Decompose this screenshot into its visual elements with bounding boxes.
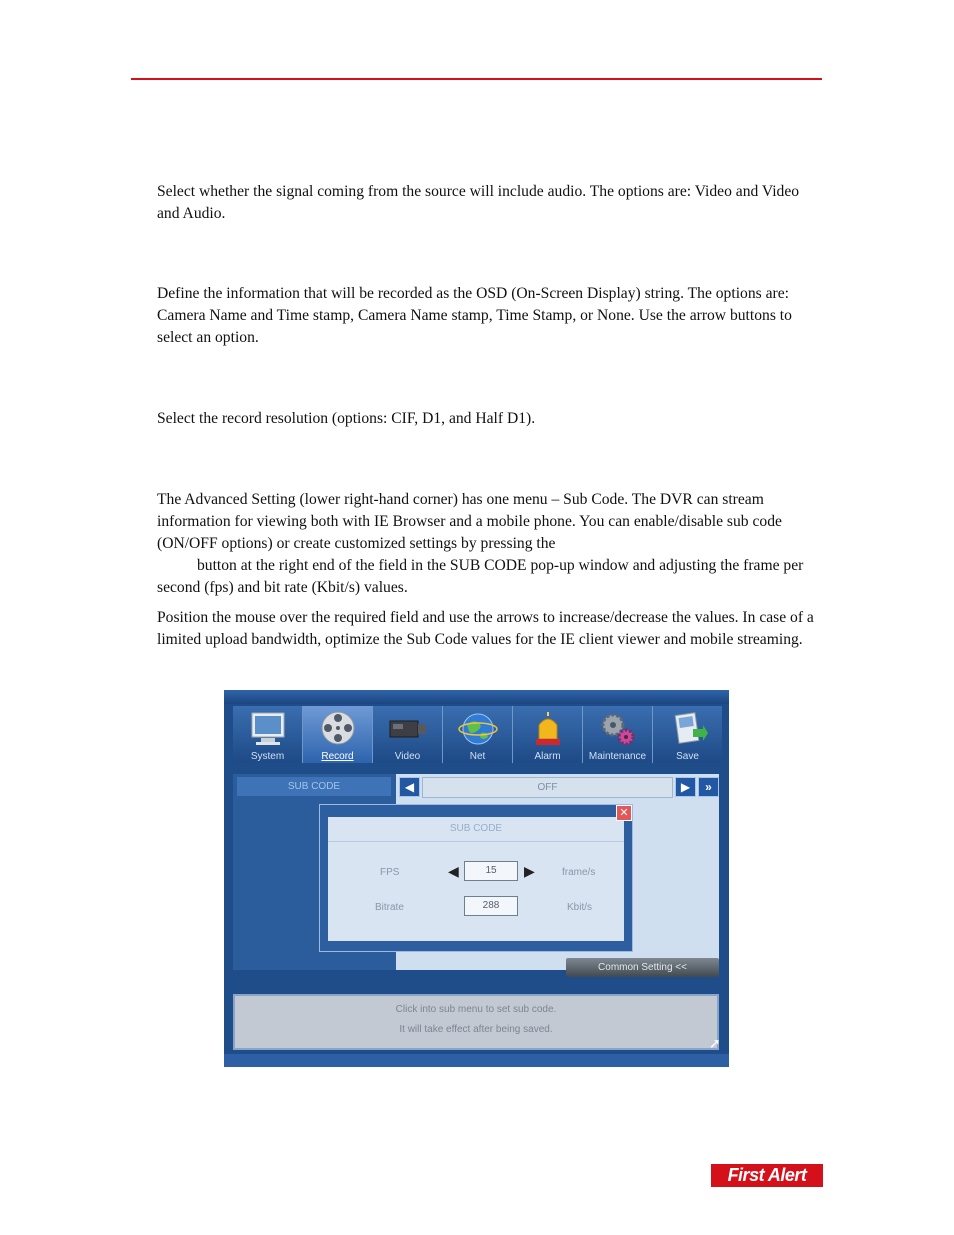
tab-record-label: Record — [321, 751, 354, 762]
paragraph-advanced-part2: button at the right end of the field in the SUB CODE pop-up window and adjusting the frame per second (fps) and bit rate (Kbit/s) values. — [157, 557, 804, 596]
bitrate-unit: Kbit/s — [567, 902, 593, 913]
subcode-value-field[interactable]: OFF — [422, 777, 673, 798]
status-line-1: Click into sub menu to set sub code. — [395, 1004, 557, 1015]
alarm-light-icon — [527, 709, 569, 749]
globe-icon — [457, 709, 499, 749]
tab-alarm[interactable] — [513, 706, 583, 763]
status-line-2: It will take effect after being saved. — [399, 1024, 553, 1035]
first-alert-logo: First Alert — [711, 1164, 823, 1187]
dvr-title-bar — [224, 690, 729, 704]
paragraph-audio: Select whether the signal coming from the source will include audio. The options are: Video and Video and Audio. — [157, 183, 800, 222]
bitrate-label: Bitrate — [375, 902, 404, 913]
tab-record[interactable] — [303, 706, 373, 763]
paragraph-advanced-setting — [157, 489, 817, 599]
film-reel-icon — [317, 709, 359, 749]
fps-input[interactable]: 15 — [464, 861, 518, 881]
subcode-popup-title: SUB CODE — [328, 817, 624, 842]
tab-save[interactable] — [653, 706, 722, 763]
subcode-popup-body — [328, 817, 624, 941]
tab-net-label: Net — [469, 751, 486, 762]
fps-decrease-button[interactable]: ◀ — [448, 863, 459, 879]
bitrate-input[interactable]: 288 — [464, 896, 518, 916]
save-icon — [667, 709, 709, 749]
tab-video-label: Video — [394, 751, 421, 762]
mouse-cursor-icon: ➚ — [709, 1035, 721, 1051]
paragraph-position-mouse: Position the mouse over the required field and use the arrows to increase/decrease the values. In case of a limited upload bandwidth, optimize the Sub Code values for the IE client viewer and mobile streaming. — [157, 609, 814, 648]
monitor-icon — [247, 709, 289, 749]
tab-save-label: Save — [676, 751, 699, 762]
tab-video[interactable] — [373, 706, 443, 763]
header-rule — [131, 78, 822, 80]
next-option-button[interactable]: ▶ — [675, 777, 696, 797]
fps-increase-button[interactable]: ▶ — [524, 863, 535, 879]
paragraph-advanced-part1: The Advanced Setting (lower right-hand corner) has one menu – Sub Code. The DVR can stream information for viewing both with IE Browser and a mobile phone. You can enable/disable sub code (ON/OFF options) or create customized settings by pressing the — [157, 491, 782, 552]
tab-maintenance[interactable] — [583, 706, 653, 763]
paragraph-resolution: Select the record resolution (options: CIF, D1, and Half D1). — [157, 410, 536, 427]
subcode-menu-item[interactable]: SUB CODE — [237, 777, 391, 796]
tab-net[interactable] — [443, 706, 513, 763]
fps-label: FPS — [380, 867, 400, 878]
gears-icon — [597, 709, 639, 749]
tab-system-label: System — [250, 751, 285, 762]
subcode-popup — [319, 804, 633, 952]
dvr-screenshot — [224, 690, 729, 1067]
status-message-box — [233, 994, 719, 1050]
prev-option-button[interactable]: ◀ — [399, 777, 420, 797]
fps-unit: frame/s — [562, 867, 596, 878]
close-icon[interactable]: ✕ — [616, 805, 632, 821]
tab-alarm-label: Alarm — [534, 751, 561, 762]
camera-icon — [387, 709, 429, 749]
advanced-settings-button[interactable]: » — [698, 777, 719, 797]
common-setting-button[interactable]: Common Setting << — [566, 958, 719, 977]
dvr-bottom-bar — [224, 1054, 729, 1067]
dvr-tab-bar — [233, 706, 722, 763]
paragraph-osd: Define the information that will be recorded as the OSD (On-Screen Display) string. The options are: Camera Name and Time stamp, Camera Name stamp, Time Stamp, or None. Use the arrow buttons to select an option. — [157, 285, 792, 346]
tab-system[interactable] — [233, 706, 303, 763]
tab-maintenance-label: Maintenance — [588, 751, 647, 762]
